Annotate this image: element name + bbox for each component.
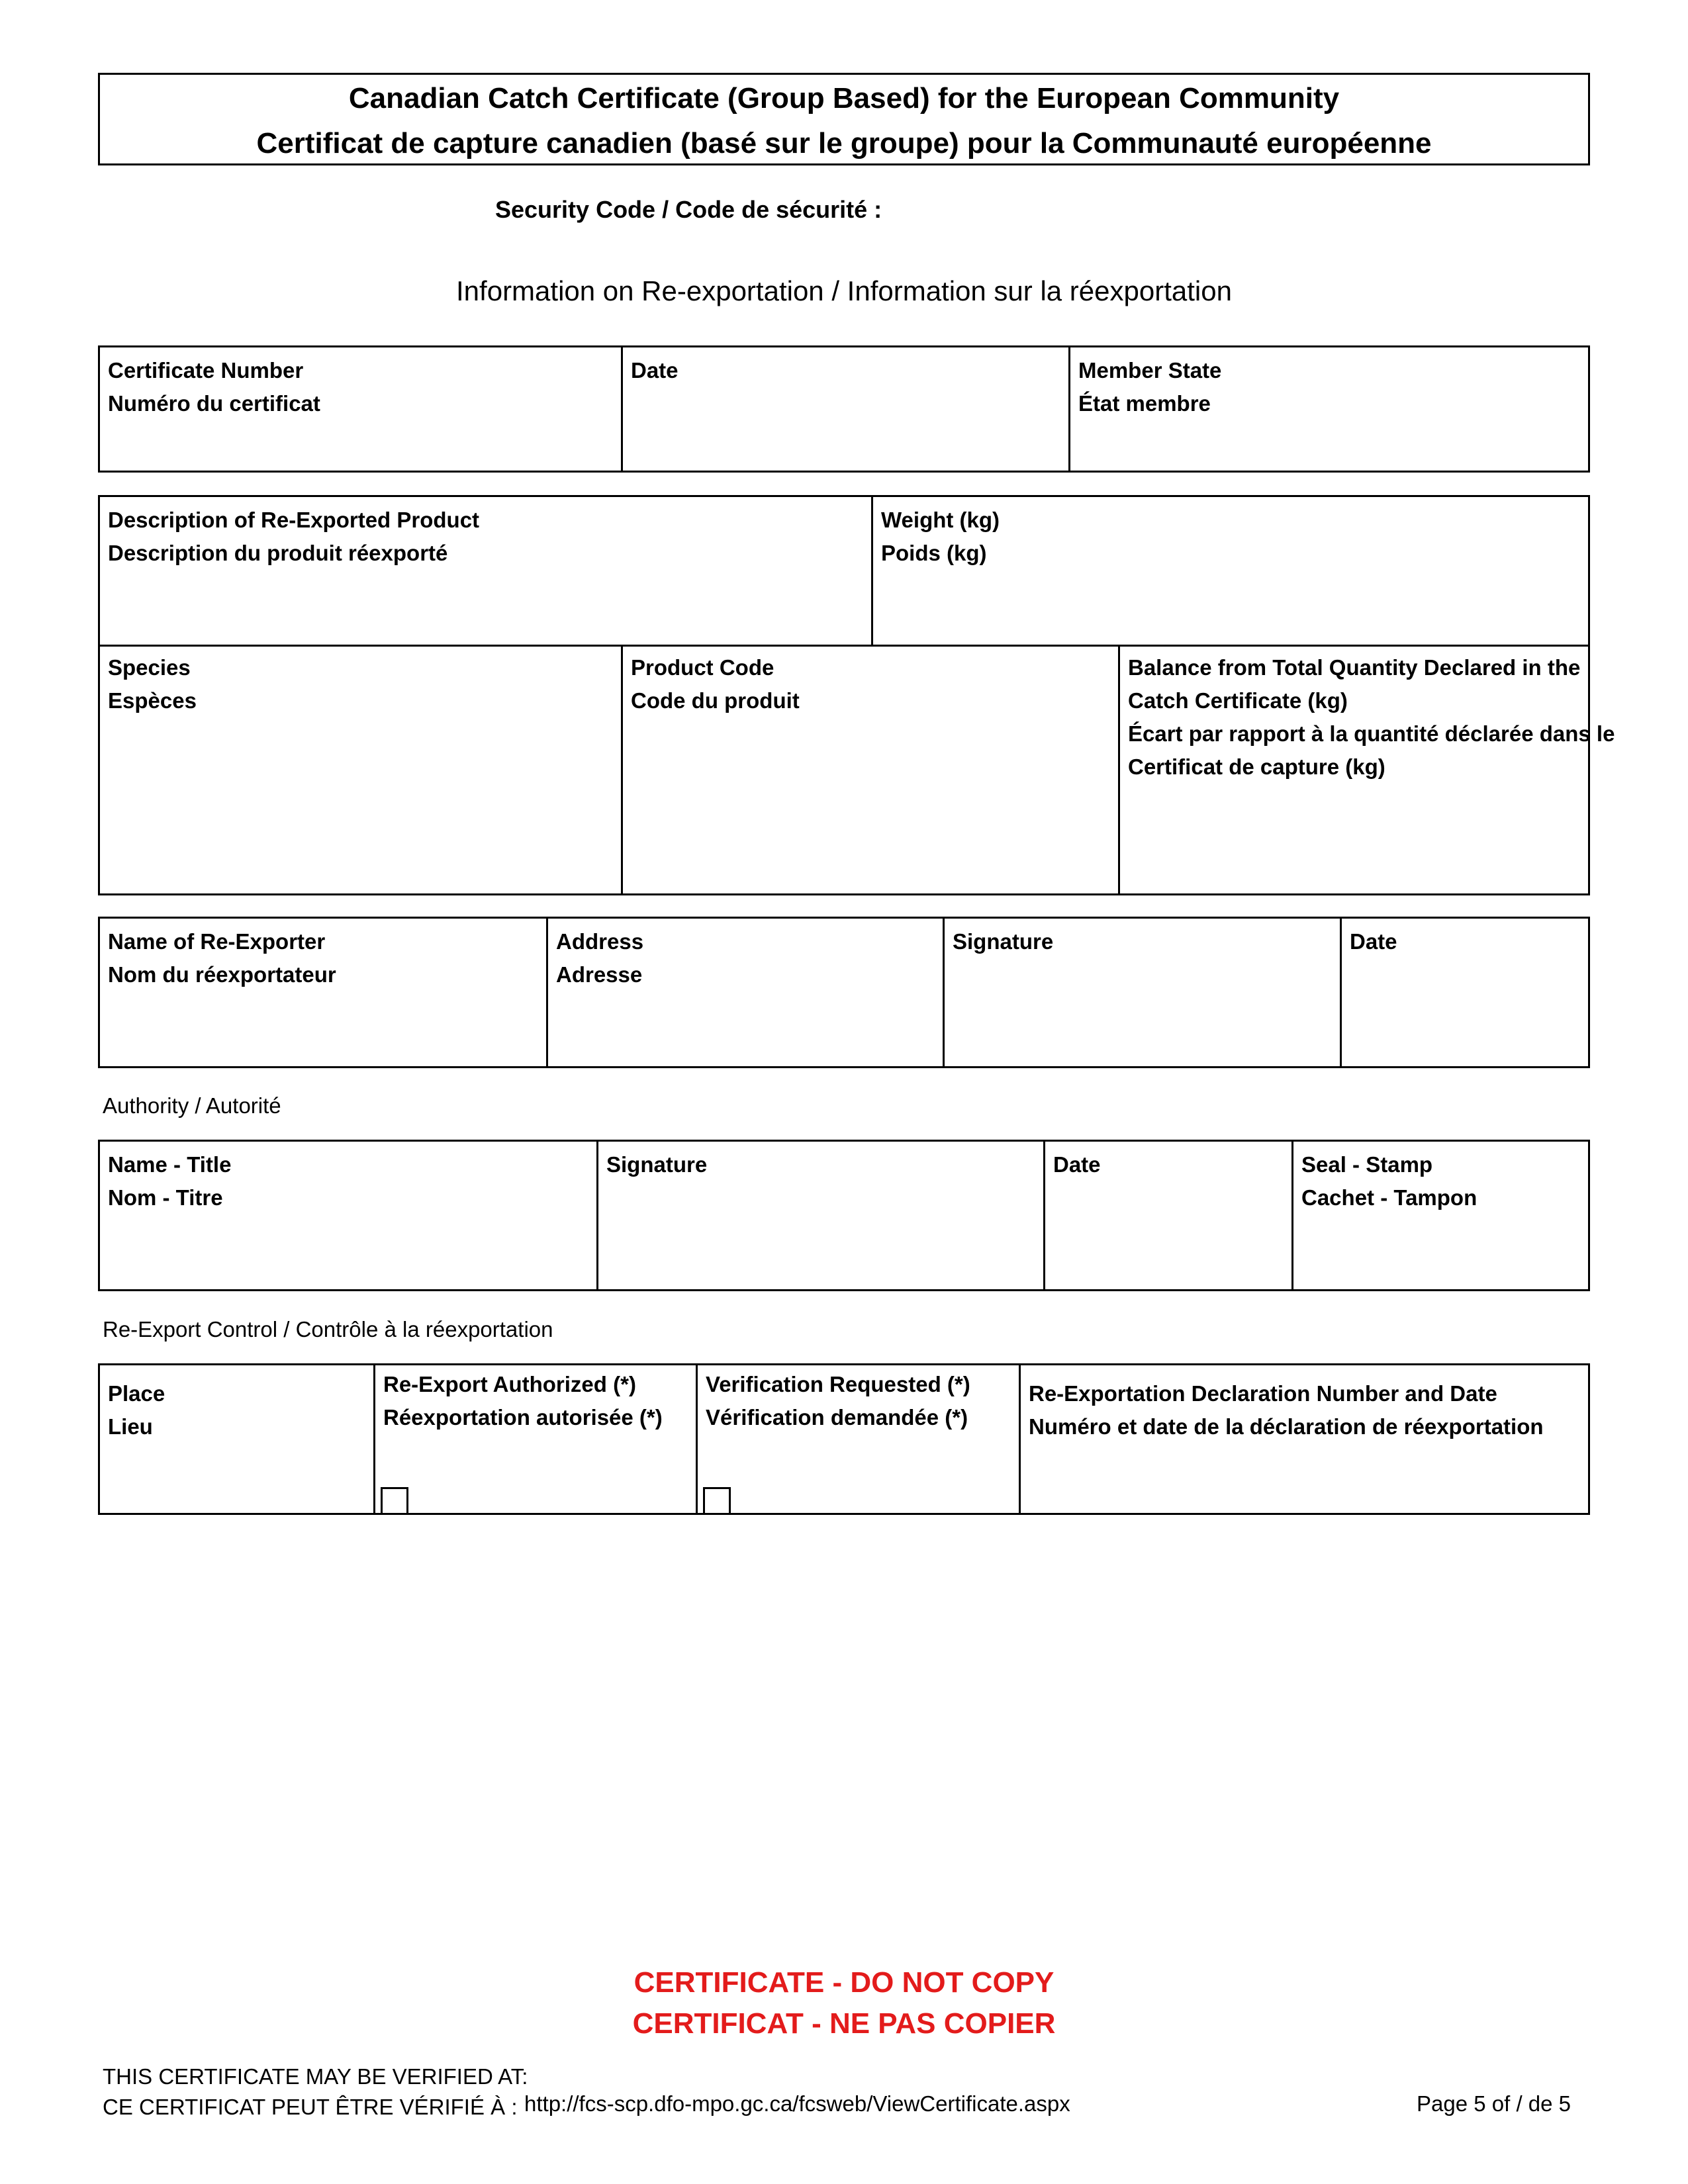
date-cell[interactable]	[621, 347, 1069, 471]
description-label-en: Description of Re-Exported Product	[108, 508, 480, 532]
place-label-fr: Lieu	[108, 1414, 153, 1439]
authority-name-label-fr: Nom - Titre	[108, 1185, 223, 1210]
address-label-en: Address	[556, 929, 644, 954]
balance-label-line-4: Certificat de capture (kg)	[1128, 754, 1385, 779]
description-cell[interactable]	[100, 497, 872, 645]
product-code-label-fr: Code du produit	[631, 688, 800, 713]
re-exporter-date-cell[interactable]	[1340, 919, 1588, 1066]
certificate-number-label-fr: Numéro du certificat	[108, 391, 320, 416]
authority-name-cell[interactable]	[100, 1142, 598, 1289]
re-export-authorized-checkbox[interactable]	[381, 1487, 408, 1515]
species-label-fr: Espèces	[108, 688, 197, 713]
product-table-row-1	[100, 497, 1588, 647]
re-export-authorized-label-fr: Réexportation autorisée (*)	[383, 1405, 663, 1430]
do-not-copy-fr: CERTIFICAT - NE PAS COPIER	[632, 2007, 1056, 2040]
authority-date-label: Date	[1053, 1152, 1101, 1177]
seal-stamp-label-en: Seal - Stamp	[1301, 1152, 1433, 1177]
authority-signature-label: Signature	[606, 1152, 708, 1177]
re-exporter-signature-cell[interactable]	[943, 919, 1342, 1066]
declaration-number-label-en: Re-Exportation Declaration Number and Date	[1029, 1381, 1497, 1406]
re-export-control-label: Re-Export Control / Contrôle à la réexportation	[103, 1317, 553, 1342]
re-exporter-name-label-fr: Nom du réexportateur	[108, 962, 336, 987]
place-cell[interactable]	[100, 1365, 375, 1513]
re-export-authorized-cell	[373, 1365, 698, 1513]
product-table-row-2	[100, 645, 1615, 893]
weight-label-en: Weight (kg)	[881, 508, 1000, 532]
re-exporter-signature-label: Signature	[953, 929, 1054, 954]
verification-requested-label-fr: Vérification demandée (*)	[706, 1405, 968, 1430]
seal-stamp-cell[interactable]	[1291, 1142, 1588, 1289]
re-exporter-name-label-en: Name of Re-Exporter	[108, 929, 326, 954]
verification-requested-checkbox[interactable]	[703, 1487, 731, 1515]
address-cell[interactable]	[546, 919, 945, 1066]
weight-label-fr: Poids (kg)	[881, 541, 987, 565]
balance-label-line-2: Catch Certificate (kg)	[1128, 688, 1348, 713]
footer-verify-text	[103, 2062, 528, 2122]
balance-label-line-3: Écart par rapport à la quantité déclarée dans le	[1128, 721, 1615, 746]
authority-date-cell[interactable]	[1043, 1142, 1293, 1289]
date-label: Date	[631, 358, 679, 383]
address-label-fr: Adresse	[556, 962, 643, 987]
species-cell[interactable]	[100, 645, 623, 893]
authority-table	[98, 1140, 1590, 1291]
section-title: Information on Re-exportation / Information sur la réexportation	[456, 275, 1232, 306]
footer-verify-en: THIS CERTIFICATE MAY BE VERIFIED AT:	[103, 2064, 528, 2089]
declaration-number-cell[interactable]	[1019, 1365, 1588, 1513]
authority-label: Authority / Autorité	[103, 1093, 281, 1118]
re-export-authorized-label-en: Re-Export Authorized (*)	[383, 1372, 636, 1396]
verification-requested-label-en: Verification Requested (*)	[706, 1372, 970, 1396]
do-not-copy-notice	[0, 1962, 1688, 2044]
certificate-number-label-en: Certificate Number	[108, 358, 304, 383]
title-french: Certificat de capture canadien (basé sur le groupe) pour la Communauté européenne	[256, 127, 1432, 159]
authority-signature-cell[interactable]	[596, 1142, 1045, 1289]
title-english: Canadian Catch Certificate (Group Based) for the European Community	[348, 82, 1340, 114]
re-exporter-table	[98, 917, 1590, 1068]
certificate-number-cell[interactable]	[100, 347, 623, 471]
footer-url-link[interactable]: http://fcs-scp.dfo-mpo.gc.ca/fcsweb/ViewCertificate.aspx	[524, 2091, 1070, 2116]
product-table	[98, 495, 1615, 895]
footer-verify-fr: CE CERTIFICAT PEUT ÊTRE VÉRIFIÉ À :	[103, 2095, 518, 2119]
balance-cell[interactable]	[1118, 645, 1615, 893]
certificate-title-box	[98, 73, 1590, 165]
do-not-copy-en: CERTIFICATE - DO NOT COPY	[633, 1966, 1055, 1999]
declaration-number-label-fr: Numéro et date de la déclaration de réexportation	[1029, 1414, 1544, 1439]
seal-stamp-label-fr: Cachet - Tampon	[1301, 1185, 1477, 1210]
species-label-en: Species	[108, 655, 191, 680]
member-state-cell[interactable]	[1068, 347, 1588, 471]
authority-name-label-en: Name - Title	[108, 1152, 232, 1177]
place-label-en: Place	[108, 1381, 165, 1406]
re-export-control-table	[98, 1363, 1590, 1515]
re-exporter-name-cell[interactable]	[100, 919, 548, 1066]
member-state-label-fr: État membre	[1078, 391, 1211, 416]
re-exporter-date-label: Date	[1350, 929, 1397, 954]
product-code-cell[interactable]	[621, 645, 1120, 893]
verification-requested-cell	[696, 1365, 1021, 1513]
member-state-label-en: Member State	[1078, 358, 1222, 383]
product-code-label-en: Product Code	[631, 655, 774, 680]
page-number: Page 5 of / de 5	[1417, 2091, 1571, 2116]
description-label-fr: Description du produit réexporté	[108, 541, 448, 565]
security-code-label: Security Code / Code de sécurité :	[495, 196, 882, 223]
certificate-info-table	[98, 345, 1590, 473]
balance-label-line-1: Balance from Total Quantity Declared in the	[1128, 655, 1581, 680]
weight-cell[interactable]	[871, 497, 1588, 645]
